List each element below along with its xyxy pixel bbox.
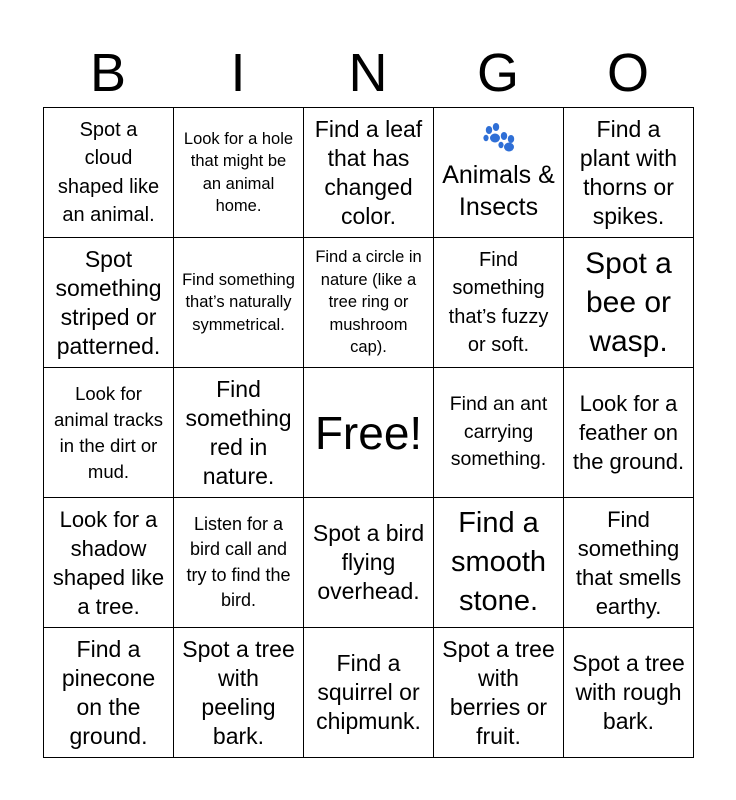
cell-text: Find something that’s naturally symmetrical. [182,270,295,334]
cell-text: Listen for a bird call and try to find the bird. [186,513,291,610]
bingo-cell-3-4[interactable] [434,368,564,498]
bingo-cell-4-1[interactable] [44,498,174,628]
bingo-cell-5-4[interactable] [434,628,564,758]
bingo-card-grid [43,107,694,758]
cell-text: Spot a cloud shaped like an animal. [57,118,160,226]
cell-text: Spot a tree with peeling bark. [182,635,295,749]
header-letter-o: O [606,43,649,103]
bingo-cell-2-4[interactable] [434,238,564,368]
cell-text: Find something red in nature. [185,375,292,489]
free-space-label: Free! [314,406,423,459]
cell-text: Spot a bee or wasp. [585,247,672,358]
cell-text: Look for animal tracks in the dirt or mud. [54,382,163,482]
header-letter-g: G [476,43,519,103]
bingo-cell-1-3[interactable] [304,108,434,238]
bingo-cell-1-1[interactable] [44,108,174,238]
cell-text: Spot a tree with rough bark. [572,650,685,734]
cell-text: Spot something striped or patterned. [55,245,162,359]
bingo-cell-2-5[interactable] [564,238,694,368]
bingo-cell-3-3[interactable] [304,368,434,498]
bingo-cell-2-3[interactable] [304,238,434,368]
paw-print-icon [482,122,516,157]
cell-text: Find something that’s fuzzy or soft. [448,248,549,356]
cell-text: Look for a feather on the ground. [572,391,685,474]
bingo-cell-1-5[interactable] [564,108,694,238]
bingo-cell-3-5[interactable] [564,368,694,498]
header-letter-n: N [348,43,388,103]
cell-text: Find a squirrel or chipmunk. [316,650,421,734]
cell-text: Spot a bird flying overhead. [312,520,425,604]
bingo-header [43,40,693,106]
bingo-cell-5-5[interactable] [564,628,694,758]
bingo-cell-2-1[interactable] [44,238,174,368]
bingo-cell-1-4[interactable] [434,108,564,238]
bingo-cell-4-3[interactable] [304,498,434,628]
bingo-cell-1-2[interactable] [174,108,304,238]
cell-text: Find something that smells earthy. [575,506,682,619]
cell-text: Animals & Insects [442,161,555,221]
cell-text: Find a circle in nature (like a tree ring or mushroom cap). [315,248,422,357]
cell-text: Find a smooth stone. [450,507,547,617]
cell-text: Find a leaf that has changed color. [314,115,423,229]
cell-text: Find an ant carrying something. [449,393,548,471]
bingo-cell-3-2[interactable] [174,368,304,498]
bingo-cell-5-1[interactable] [44,628,174,758]
cell-text: Look for a hole that might be an animal home. [183,129,294,215]
header-letter-i: I [230,43,246,103]
bingo-cell-4-2[interactable] [174,498,304,628]
header-letter-b: B [89,43,127,103]
cell-text: Look for a shadow shaped like a tree. [52,506,165,619]
bingo-cell-5-3[interactable] [304,628,434,758]
bingo-cell-5-2[interactable] [174,628,304,758]
cell-text: Find a pinecone on the ground. [61,635,156,749]
bingo-cell-4-4[interactable] [434,498,564,628]
bingo-cell-4-5[interactable] [564,498,694,628]
bingo-cell-3-1[interactable] [44,368,174,498]
cell-text: Spot a tree with berries or fruit. [442,635,555,749]
cell-text: Find a plant with thorns or spikes. [579,115,678,229]
bingo-cell-2-2[interactable] [174,238,304,368]
